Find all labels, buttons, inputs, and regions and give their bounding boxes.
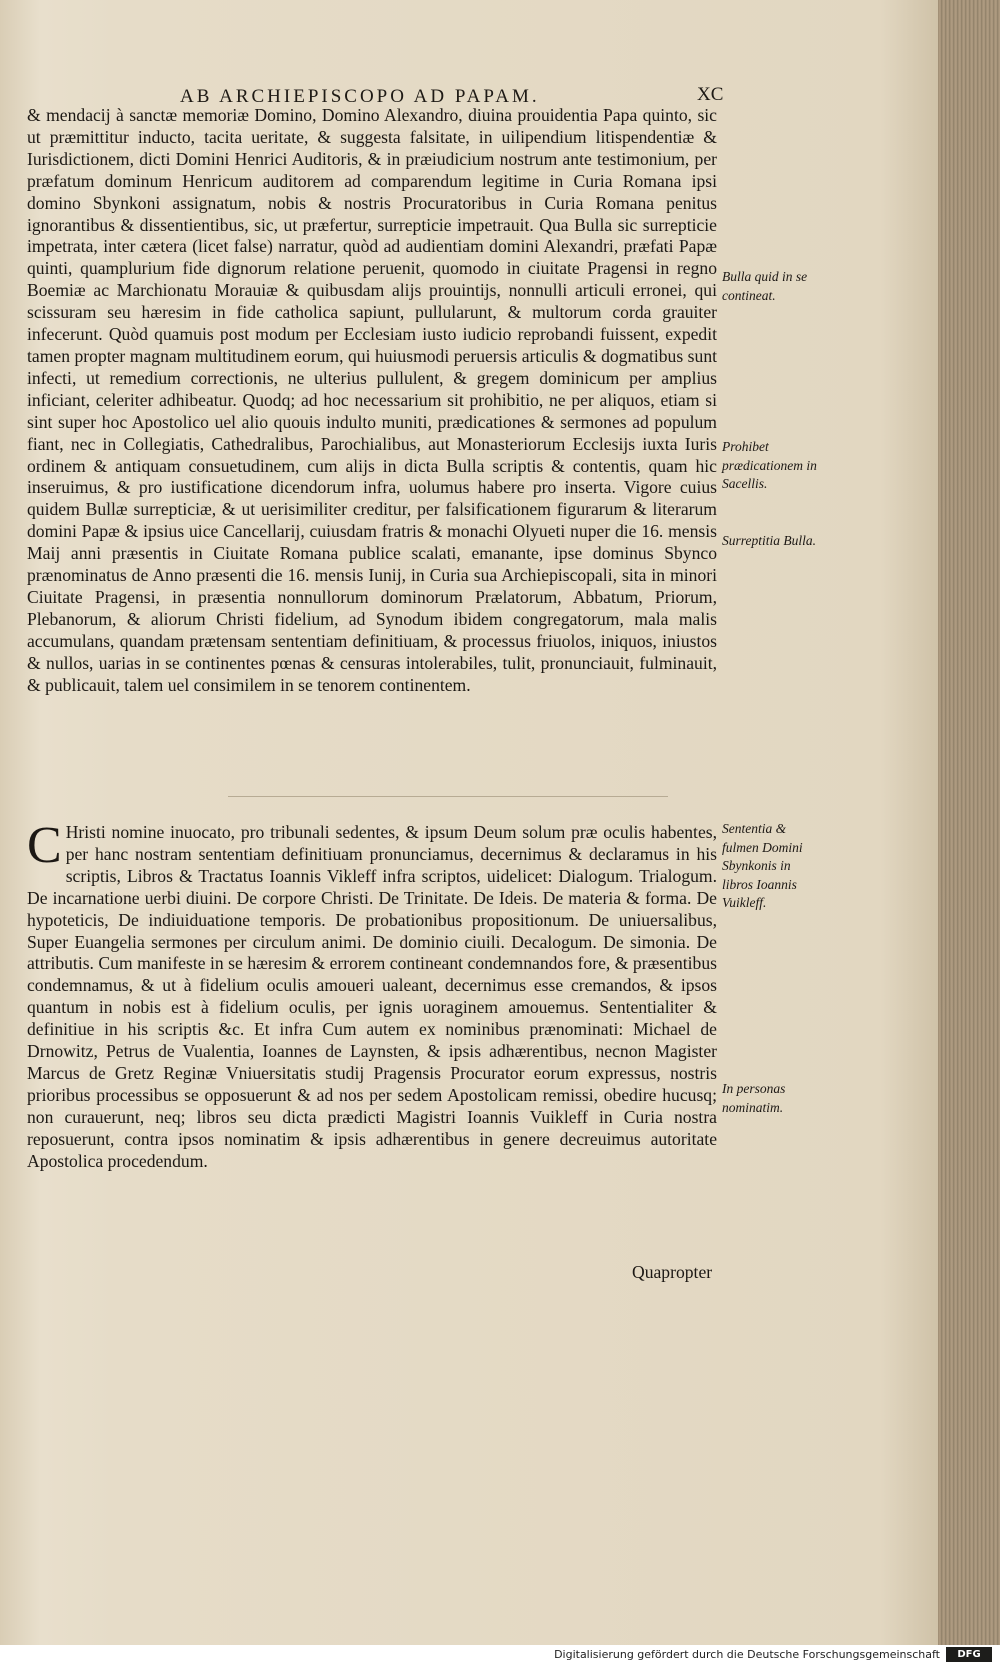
- digitization-credit: Digitalisierung gefördert durch die Deutsche Forschungsgemeinschaft: [554, 1648, 940, 1661]
- drop-capital: C: [27, 817, 62, 874]
- margin-note-bulla: Bulla quid in se contineat.: [722, 269, 808, 303]
- section-divider: [228, 796, 668, 797]
- book-page-edges: [938, 0, 1000, 1645]
- catchword: Quapropter: [632, 1262, 713, 1282]
- running-head: AB ARCHIEPISCOPO AD PAPAM.: [180, 86, 540, 107]
- body-paragraph-1: & mendacij à sanctæ memoriæ Domino, Domino Alexandro, diuina prouidentia Papa quinto, sic ut præmittitur inducto, tacita ueritate, & suggesta falsitate, in uilipendium litispendentiæ & Iurisdictionem, dicti Domini Henrici Auditoris, & in præiudicium nostrum ante testimonium, per præfatum dominum Henricum auditorem ad comparendum legitime in Curia Romana ipsi domino Sbynkoni assignatum, nobis & nostris Procuratoribus in Curia Romana penitus ignorantibus & dissentientibus, sic, ut præfertur, surrepticie impetrauit. Qua Bulla sic surrepticie impetrata, inter cætera (licet false) narratur, quòd ad audientiam domini Alexandri, præfati Papæ quinti, quamplurium fide dignorum relatione peruenit, quomodo in ciuitate Pragensi in regno Boemiæ ac Marchionatu Morauiæ & quibusdam alijs prouintijs, nonnulli articuli erronei, qui scissuram seu hæresim in fide catholica sapiunt, pullularunt, & multorum corda grauiter infecerunt. Quòd quamuis post modum per Ecclesiam iusto iudicio reprobandi fuissent, expedit tamen propter magnam multitudinem eorum, qui huiusmodi peruersis articulis & dogmatibus sunt infecti, ut remedium correctionis, ne ulterius pullulent, & gregem dominicum per amplius inficiant, celeriter adhibeatur. Quodq; ad hoc necessarium sit prohibitio, ne per aliquos, etiam si sint super hoc Apostolico uel alio quouis indulto muniti, prædicationes & sermones ad populum fiant, nec in Collegiatis, Cathedralibus, Parochialibus, aut Monasteriorum Ecclesijs iuxta Iuris ordinem & antiquam consuetudinem, cum alijs in dicta Bulla scriptis & contentis, quam hic inseruimus, & pro iustificatione dicendorum infra, uolumus habere pro inserta. Vigore cuius quidem Bullæ surrepticiæ, & ut uerisimiliter creditur, per falsificationem figurarum & literarum domini Papæ & ipsius uice Cancellarij, cuiusdam fratris & monachi Olyueti nuper die 16. mensis Maij anni præsentis in Ciuitate Romana publice scalati, emanante, ipse dominus Sbynco prænominatus de Anno præsenti die 16. mensis Iunij, in Curia sua Archiepiscopali, sita in minori Ciuitate Pragensi, in præsentia nonnullorum dominorum Prælatorum, Abbatum, Priorum, Plebanorum, & aliorum Christi fidelium, ad Synodum ibidem congregatorum, mala malis accumulans, quandam prætensam sententiam definitiuam, & processus friuolos, iniquos, iniustos & nullos, uarias in se continentes pœnas & censuras intolerabiles, tulit, pronunciauit, fulminauit, & publicauit, talem uel consimilem in se tenorem continentem.: [27, 105, 717, 695]
- margin-note-prohibet: Prohibet prædicationem in Sacellis.: [722, 439, 817, 491]
- margin-note-surreptitia: Surreptitia Bulla.: [722, 533, 816, 548]
- dfg-logo: DFG: [946, 1647, 992, 1662]
- margin-note-sententia: Sententia & fulmen Domini Sbynkonis in libros Ioannis Vuikleff.: [722, 821, 803, 910]
- sentence-text: Hristi nomine inuocato, pro tribunali sedentes, & ipsum Deum solum præ oculis habentes, per hanc nostram sententiam definitiuam pronunciamus, decernimus & declaramus in his scriptis, Libros & Tractatus Ioannis Vikleff infra scriptos, uidelicet: Dialogum. Trialogum. De incarnatione uerbi diuini. De corpore Christi. De Trinitate. De Ideis. De materia & forma. De hypoteticis, De indiuiduatione temporis. De probationibus propositionum. De uniuersalibus, Super Euangelia sermones per circulum animi. De dominio ciuili. Decalogum. De simonia. De attributis. Cum manifeste in se hæresim & errorem contineant condemnandos fore, & præsentibus condemnamus, & ut à fidelium oculis amoueri ualeant, decernimus esse cremandos, & ipsos quantum in nobis est à fidelium oculis, per ignis uoraginem amouemus. Sententialiter & definitiue in his scriptis &c. Et infra Cum autem ex nominibus prænominati: Michael de Drnowitz, Petrus de Vualentia, Ioannes de Laynsten, & ipsis adhærentibus, necnon Magister Marcus de Gretz Reginæ Vniuersitatis studij Pragensis Procurator eorum expressus, nostris prioribus processibus se opposuerunt & ad nos per sedem Apostolicam remissi, obedire hucusq; non curauerunt, neq; libros seu dicta prædicti Magistri Ioannis Vuikleff in Curia nostra reposuerunt, contra ipsos nominatim & ipsis adhærentibus in genere decreuimus autoritate Apostolica procedendum.: [27, 822, 717, 1171]
- footer-bar: [0, 1645, 1000, 1665]
- margin-note-personas: In personas nominatim.: [722, 1081, 786, 1115]
- body-paragraph-2: [27, 817, 717, 1173]
- folio-number: XC: [697, 84, 724, 105]
